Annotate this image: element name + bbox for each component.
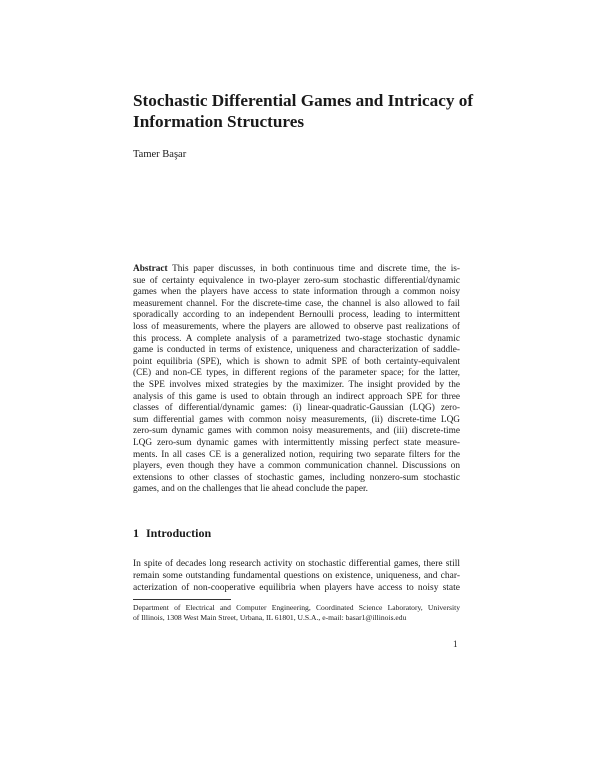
footnote-line: of Illinois, 1308 West Main Street, Urbana, IL 61801, U.S.A., e-mail: basar1@illinois.edu <box>133 613 407 623</box>
abstract-line: LQG zero-sum dynamic games with intermittently missing perfect state measure- <box>133 437 460 448</box>
intro-line: remain some outstanding fundamental questions on existence, uniqueness, and char- <box>133 571 460 582</box>
abstract <box>133 264 460 496</box>
section-heading <box>133 526 211 540</box>
section-number: 1 <box>133 526 139 540</box>
abstract-line: games when the players have access to state information through a common noisy <box>133 287 460 298</box>
abstract-line <box>133 264 460 276</box>
abstract-line: analysis of this game is used to obtain through an indirect approach SPE for three <box>133 391 460 402</box>
page-number: 1 <box>453 639 458 649</box>
abstract-label: Abstract <box>133 264 168 274</box>
footnote-line: Department of Electrical and Computer Engineering, Coordinated Science Laboratory, University <box>133 603 460 612</box>
abstract-line: ments. In all cases CE is a generalized notion, requiring two separate filters for the <box>133 449 460 460</box>
abstract-line: players, even though they have a common communication channel. Discussions on <box>133 461 460 472</box>
paper-title <box>133 90 473 132</box>
author-affiliation-footnote <box>133 603 460 624</box>
abstract-line: game is conducted in terms of existence, uniqueness and characterization of saddle- <box>133 345 460 356</box>
section-title: Introduction <box>146 526 212 540</box>
abstract-line: loss of measurements, where the players are allowed to observe past realizations of <box>133 321 460 332</box>
footnote-divider <box>133 599 231 600</box>
abstract-line: sporadically according to an independent Bernoulli process, leading to intermittent <box>133 310 460 321</box>
abstract-line: zero-sum dynamic games with common noisy measurements, and (iii) discrete-time <box>133 426 460 437</box>
abstract-line: sum differential games with common noisy measurements, (ii) discrete-time LQG <box>133 414 460 425</box>
author-name: Tamer Başar <box>133 149 187 160</box>
title-line-1: Stochastic Differential Games and Intricacy of <box>133 91 474 110</box>
abstract-line: the SPE involves mixed strategies by the maximizer. The insight provided by the <box>133 379 460 390</box>
abstract-line: (CE) and non-CE types, in different regions of the parameter space; for the latter, <box>133 368 460 379</box>
intro-line: In spite of decades long research activity on stochastic differential games, there still <box>133 559 460 569</box>
abstract-line: sue of certainty equivalence in two-player zero-sum stochastic differential/dynamic <box>133 275 460 286</box>
abstract-line: measurement channel. For the discrete-time case, the channel is also allowed to fail <box>133 298 460 309</box>
introduction-paragraph <box>133 558 460 595</box>
abstract-line: this process. A complete analysis of a parametrized two-stage stochastic dynamic <box>133 333 460 344</box>
abstract-line-text: This paper discusses, in both continuous time and discrete time, the is- <box>172 264 461 274</box>
intro-line: acterization of non-cooperative equilibria when players have access to noisy state <box>133 583 460 594</box>
abstract-line: extensions to other classes of stochastic games, including nonzero-sum stochastic <box>133 472 460 483</box>
title-line-2: Information Structures <box>133 112 305 131</box>
abstract-line: point equilibria (SPE), which is shown to admit SPE of both certainty-equivalent <box>133 356 460 367</box>
abstract-line: classes of differential/dynamic games: (i) linear-quadratic-Gaussian (LQG) zero- <box>133 403 460 414</box>
abstract-line: games, and on the challenges that lie ahead conclude the paper. <box>133 484 368 495</box>
